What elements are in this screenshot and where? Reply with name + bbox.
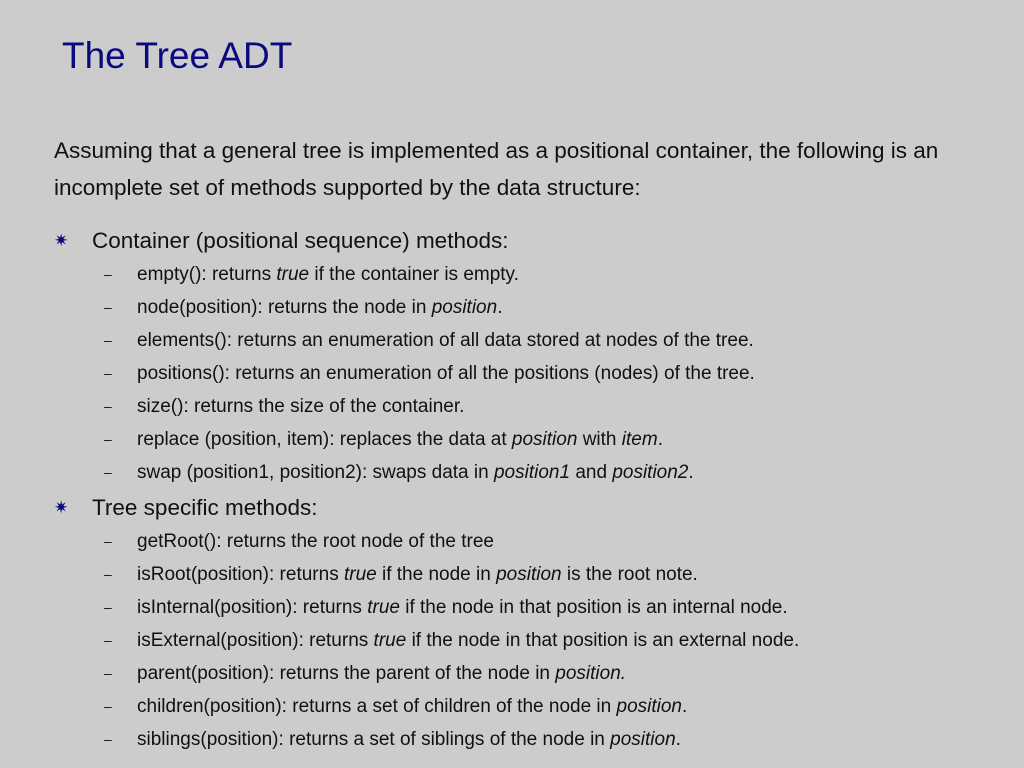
section-label: Container (positional sequence) methods: [92,228,509,253]
method-description: node(position): returns the node in position. [137,297,503,318]
dash-bullet-icon: – [104,665,112,681]
method-description: empty(): returns true if the container is empty. [137,264,519,285]
method-description: replace (position, item): replaces the data at position with item. [137,429,663,450]
star-bullet-icon: ✷ [54,498,69,517]
italic-term: true [276,264,310,285]
dash-bullet-icon: – [104,299,112,315]
italic-term: item [621,429,658,450]
method-description: siblings(position): returns a set of siblings of the node in position. [137,729,681,750]
star-bullet-icon: ✷ [54,231,69,250]
italic-term: position2 [612,462,689,483]
italic-term: true [373,630,407,651]
method-description: isInternal(position): returns true if the node in that position is an internal node. [137,597,788,618]
dash-bullet-icon: – [104,431,112,447]
dash-bullet-icon: – [104,365,112,381]
italic-term: position1 [493,462,571,483]
dash-bullet-icon: – [104,398,112,414]
dash-bullet-icon: – [104,632,112,648]
dash-bullet-icon: – [104,266,112,282]
slide-title: The Tree ADT [62,35,293,76]
method-description: getRoot(): returns the root node of the tree [137,531,494,552]
method-description: parent(position): returns the parent of the node in position. [137,663,627,684]
italic-term: position [610,729,676,750]
italic-term: position [431,297,498,318]
method-description: isExternal(position): returns true if the node in that position is an external node. [137,630,800,651]
method-description: swap (position1, position2): swaps data in position1 and position2. [137,462,694,483]
italic-term: true [343,564,377,585]
italic-term: position [511,429,578,450]
section-label: Tree specific methods: [92,495,318,520]
italic-term: position. [555,663,627,684]
dash-bullet-icon: – [104,698,112,714]
italic-term: position [496,564,562,585]
method-description: isRoot(position): returns true if the node in position is the root note. [137,564,698,585]
method-description: positions(): returns an enumeration of all the positions (nodes) of the tree. [137,363,755,384]
dash-bullet-icon: – [104,533,112,549]
dash-bullet-icon: – [104,332,112,348]
intro-paragraph: Assuming that a general tree is implemented as a positional container, the following is an incomplete set of methods supported by the data structure: [54,138,939,200]
italic-term: true [367,597,400,618]
method-description: children(position): returns a set of children of the node in position. [137,696,688,717]
method-description: size(): returns the size of the container. [137,396,465,417]
dash-bullet-icon: – [104,599,112,615]
method-description: elements(): returns an enumeration of all data stored at nodes of the tree. [137,330,754,351]
italic-term: position [616,696,682,717]
dash-bullet-icon: – [104,731,112,747]
dash-bullet-icon: – [104,464,112,480]
dash-bullet-icon: – [104,566,112,582]
